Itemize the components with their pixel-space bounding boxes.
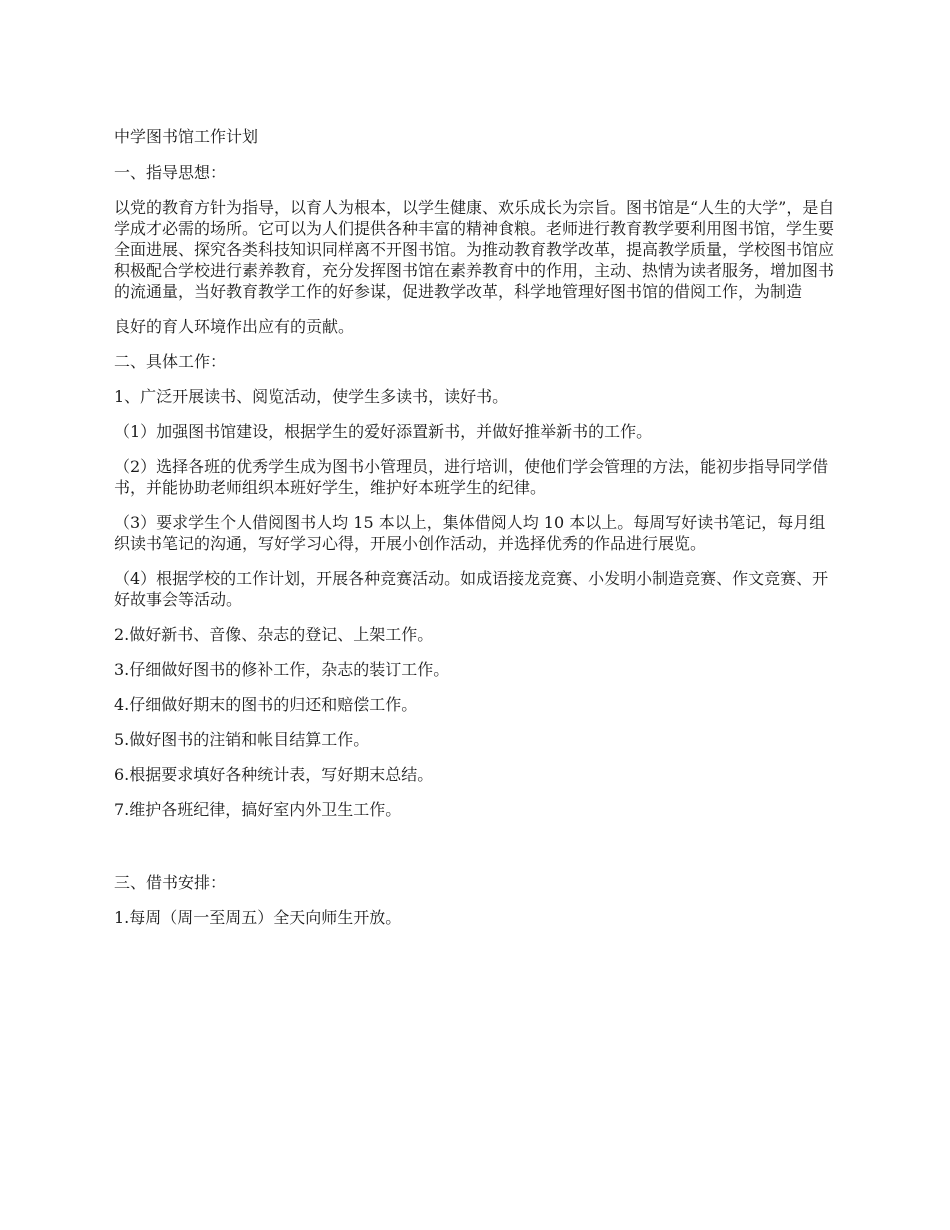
work-item-1-sub-2: （2）选择各班的优秀学生成为图书小管理员，进行培训，使他们学会管理的方法，能初步指导同学借书，并能协助老师组织本班好学生，维护好本班学生的纪律。 xyxy=(114,457,829,497)
work-item-1: 1、广泛开展读书、阅览活动，使学生多读书，读好书。 xyxy=(114,387,509,406)
work-item-1-sub-1: （1）加强图书馆建设，根据学生的爱好添置新书，并做好推举新书的工作。 xyxy=(114,422,653,441)
work-item-5: 5.做好图书的注销和帐目结算工作。 xyxy=(114,730,370,749)
section-heading-guiding-thought: 一、指导思想： xyxy=(114,163,227,182)
section-heading-specific-work: 二、具体工作： xyxy=(114,352,227,371)
work-item-1-sub-4: （4）根据学校的工作计划，开展各种竞赛活动。如成语接龙竞赛、小发明小制造竞赛、作文竞赛、开好故事会等活动。 xyxy=(114,569,829,609)
section-heading-borrowing: 三、借书安排： xyxy=(114,873,227,892)
guiding-thought-paragraph-end: 良好的育人环境作出应有的贡献。 xyxy=(114,317,355,336)
work-item-1-sub-3: （3）要求学生个人借阅图书人均 15 本以上，集体借阅人均 10 本以上。每周写好读书笔记，每月组织读书笔记的沟通，写好学习心得，开展小创作活动，并选择优秀的作品进行展览。 xyxy=(114,513,826,553)
guiding-thought-paragraph: 以党的教育方针为指导，以育人为根本，以学生健康、欢乐成长为宗旨。图书馆是“人生的大学”，是自学成才必需的场所。它可以为人们提供各种丰富的精神食粮。老师进行教育教学要利用图书馆，学生要全面进展、探究各类科技知识同样离不开图书馆。为推动教育教学改革，提高教学质量，学校图书馆应积极配合学校进行素养教育，充分发挥图书馆在素养教育中的作用，主动、热情为读者服务，增加图书的流通量，当好教育教学工作的好参谋，促进教学改革，科学地管理好图书馆的借阅工作，为制造 xyxy=(114,198,835,301)
document-body xyxy=(114,126,840,942)
document-title: 中学图书馆工作计划 xyxy=(114,127,259,146)
borrowing-item-1: 1.每周（周一至周五）全天向师生开放。 xyxy=(114,908,402,927)
work-item-2: 2.做好新书、音像、杂志的登记、上架工作。 xyxy=(114,625,434,644)
work-item-4: 4.仔细做好期末的图书的归还和赔偿工作。 xyxy=(114,695,418,714)
work-item-6: 6.根据要求填好各种统计表，写好期末总结。 xyxy=(114,765,434,784)
work-item-7: 7.维护各班纪律，搞好室内外卫生工作。 xyxy=(114,800,402,819)
work-item-3: 3.仔细做好图书的修补工作，杂志的装订工作。 xyxy=(114,660,450,679)
